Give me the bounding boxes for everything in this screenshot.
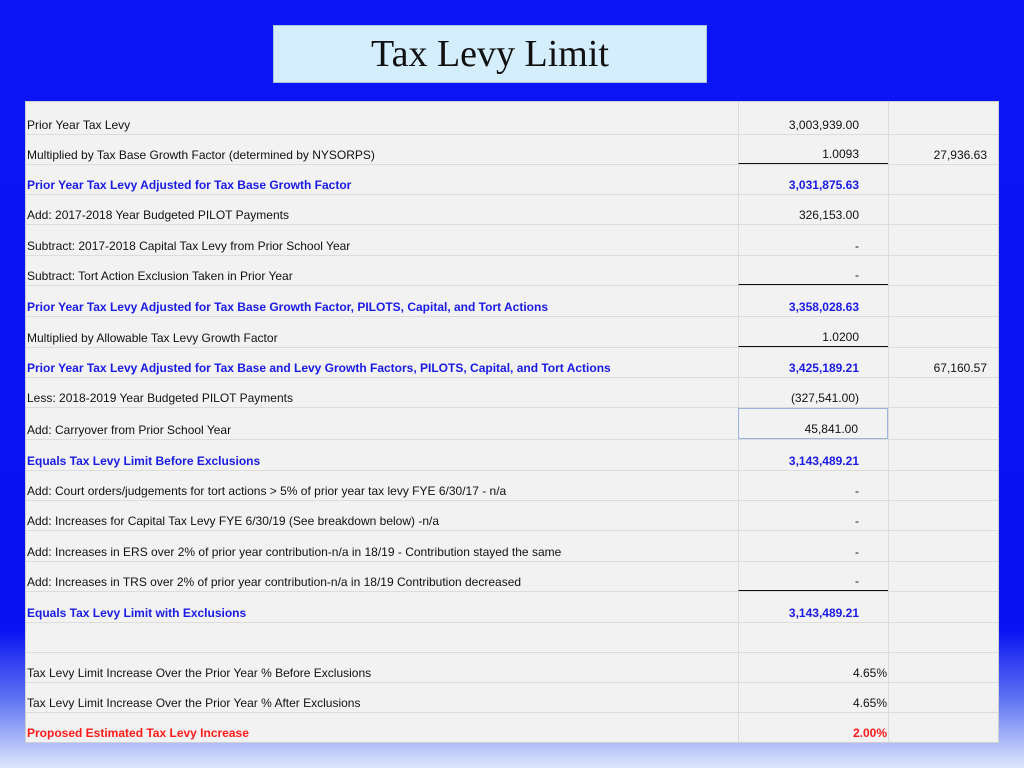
row-value: 3,358,028.63 — [738, 286, 888, 316]
row-extra — [888, 408, 998, 439]
row-label: Less: 2018-2019 Year Budgeted PILOT Payments — [27, 391, 293, 405]
row-value: - — [738, 562, 888, 591]
row-value: 45,841.00 — [738, 408, 888, 439]
row-value: - — [738, 501, 888, 530]
row-value: - — [738, 256, 888, 285]
table-row — [26, 408, 998, 440]
row-label: Prior Year Tax Levy Adjusted for Tax Base and Levy Growth Factors, PILOTS, Capital, and Tort Actions — [27, 361, 611, 375]
table-row — [26, 102, 998, 135]
table-row — [26, 225, 998, 256]
row-value: - — [738, 225, 888, 255]
row-value: 4.65% — [738, 653, 888, 682]
row-value: 3,143,489.21 — [738, 592, 888, 622]
row-extra — [888, 471, 998, 500]
row-label: Proposed Estimated Tax Levy Increase — [27, 726, 249, 740]
row-value: 4.65% — [738, 683, 888, 712]
row-extra — [888, 225, 998, 255]
row-label: Add: Increases in ERS over 2% of prior year contribution-n/a in 18/19 - Contribution stayed the same — [27, 545, 562, 559]
row-value: 326,153.00 — [738, 195, 888, 224]
table-row — [26, 592, 998, 623]
table-row — [26, 165, 998, 195]
row-extra — [888, 102, 998, 134]
table-row — [26, 135, 998, 165]
row-extra — [888, 378, 998, 407]
table-row — [26, 501, 998, 531]
row-value: 1.0093 — [738, 135, 888, 164]
row-value: - — [738, 531, 888, 561]
row-value: 3,425,189.21 — [738, 348, 888, 377]
row-extra: 67,160.57 — [888, 348, 998, 377]
row-extra: 27,936.63 — [888, 135, 998, 164]
row-extra — [888, 562, 998, 591]
row-label: Equals Tax Levy Limit Before Exclusions — [27, 454, 261, 468]
row-extra — [888, 531, 998, 561]
table-row — [26, 256, 998, 286]
row-extra — [888, 592, 998, 622]
row-label: Tax Levy Limit Increase Over the Prior Year % After Exclusions — [27, 696, 361, 710]
table-row — [26, 317, 998, 348]
table-row — [26, 286, 998, 317]
row-extra — [888, 440, 998, 470]
table-row — [26, 378, 998, 408]
row-extra — [888, 683, 998, 712]
row-value: 2.00% — [738, 713, 888, 742]
row-value: - — [738, 471, 888, 500]
row-label: Prior Year Tax Levy Adjusted for Tax Base Growth Factor — [27, 178, 352, 192]
row-label: Add: Carryover from Prior School Year — [27, 423, 232, 437]
row-label: Prior Year Tax Levy Adjusted for Tax Base Growth Factor, PILOTS, Capital, and Tort Actions — [27, 300, 549, 314]
row-label: Add: Increases for Capital Tax Levy FYE 6/30/19 (See breakdown below) -n/a — [27, 514, 440, 528]
table-row — [26, 653, 998, 683]
table-row — [26, 440, 998, 471]
row-label: Prior Year Tax Levy — [27, 118, 131, 132]
row-label: Subtract: 2017-2018 Capital Tax Levy from Prior School Year — [27, 239, 351, 253]
table-row — [26, 531, 998, 562]
row-extra — [888, 653, 998, 682]
row-extra — [888, 165, 998, 194]
row-extra — [888, 501, 998, 530]
table-row — [26, 471, 998, 501]
table-row — [26, 348, 998, 378]
table-row — [26, 683, 998, 713]
row-label: Subtract: Tort Action Exclusion Taken in Prior Year — [27, 269, 293, 283]
row-value: (327,541.00) — [738, 378, 888, 407]
row-label: Add: 2017-2018 Year Budgeted PILOT Payments — [27, 208, 289, 222]
row-label: Add: Court orders/judgements for tort actions > 5% of prior year tax levy FYE 6/30/17 - n/a — [27, 484, 507, 498]
row-extra — [888, 623, 998, 652]
row-value — [738, 623, 888, 652]
row-extra — [888, 256, 998, 285]
row-extra — [888, 195, 998, 224]
row-label: Multiplied by Tax Base Growth Factor (determined by NYSORPS) — [27, 148, 375, 162]
slide-title: Tax Levy Limit — [273, 25, 707, 83]
row-value: 1.0200 — [738, 317, 888, 347]
row-value: 3,143,489.21 — [738, 440, 888, 470]
row-label: Add: Increases in TRS over 2% of prior year contribution-n/a in 18/19 Contribution decreased — [27, 575, 522, 589]
tax-levy-table — [25, 101, 999, 743]
row-label: Equals Tax Levy Limit with Exclusions — [27, 606, 247, 620]
table-row — [26, 713, 998, 742]
table-row — [26, 623, 998, 653]
row-value: 3,031,875.63 — [738, 165, 888, 194]
table-row — [26, 562, 998, 592]
row-extra — [888, 317, 998, 347]
row-label: Tax Levy Limit Increase Over the Prior Year % Before Exclusions — [27, 666, 372, 680]
row-label — [26, 623, 738, 652]
row-extra — [888, 713, 998, 742]
table-row — [26, 195, 998, 225]
row-extra — [888, 286, 998, 316]
row-value: 3,003,939.00 — [738, 102, 888, 134]
row-label: Multiplied by Allowable Tax Levy Growth Factor — [27, 331, 278, 345]
